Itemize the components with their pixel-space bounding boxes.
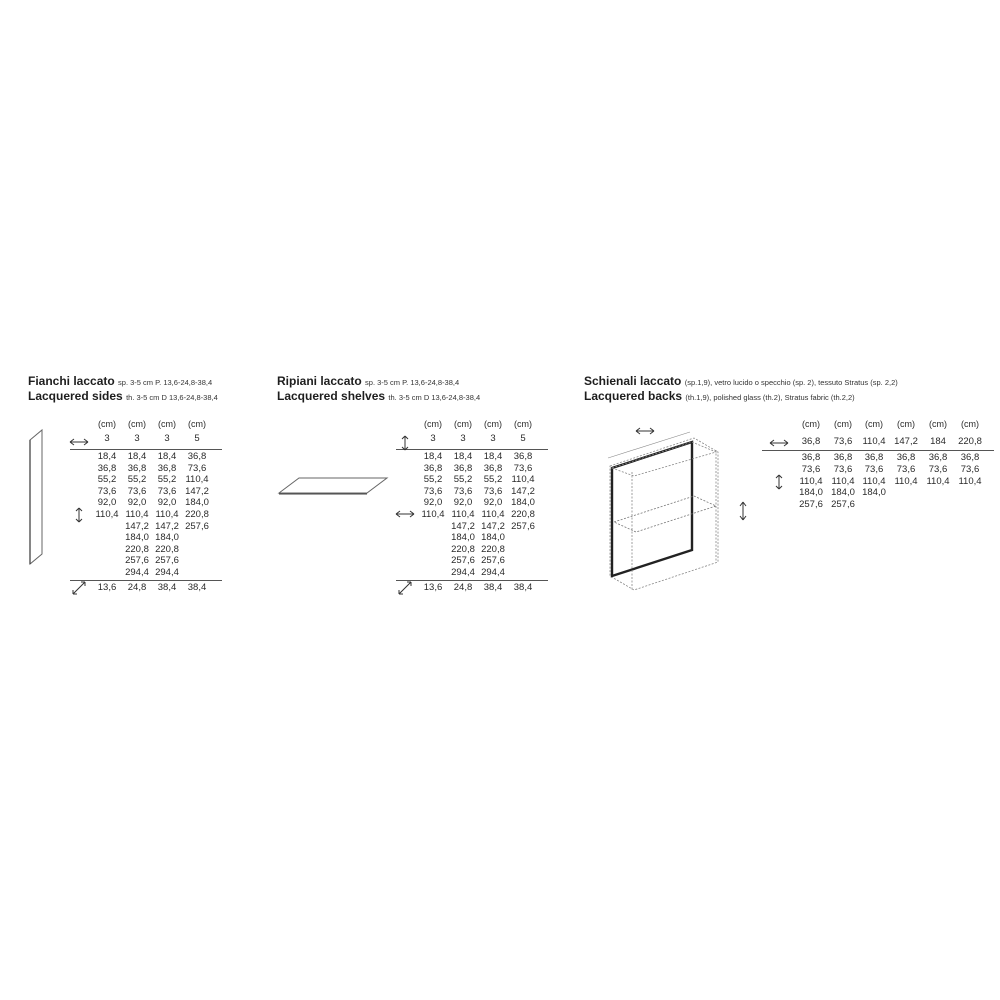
table-cell: 73,6 — [513, 462, 533, 474]
depth-value: 13,6 — [97, 581, 117, 593]
table-cell: 73,6 — [157, 485, 177, 497]
table-cell: 92,0 — [453, 497, 473, 509]
table-cell: 257,6 — [799, 499, 823, 511]
table-divider — [70, 580, 222, 581]
title-it-note: sp. 3-5 cm P. 13,6-24,8-38,4 — [365, 378, 460, 387]
table-cell: 220,8 — [185, 509, 209, 520]
table-cell: 257,6 — [511, 520, 535, 532]
table-cell: 36,8 — [483, 462, 503, 474]
table-cell: 73,6 — [187, 462, 207, 474]
table-cell: 294,4 — [155, 567, 179, 578]
table-cell: 73,6 — [928, 463, 948, 475]
table-cell: 18,4 — [157, 451, 177, 462]
table-cell: 36,8 — [423, 462, 443, 474]
unit-header: (cm) — [188, 419, 206, 429]
unit-header: (cm) — [929, 419, 947, 429]
table-cell: 92,0 — [423, 497, 443, 509]
thickness-header: 3 — [430, 433, 436, 444]
table-cell: 147,2 — [451, 520, 475, 532]
table-cell: 36,8 — [157, 462, 177, 474]
unit-header: (cm) — [865, 419, 883, 429]
table-cell: 220,8 — [155, 543, 179, 555]
table-cell: 36,8 — [960, 452, 980, 463]
depth-value: 38,4 — [157, 581, 177, 593]
unit-header: (cm) — [961, 419, 979, 429]
title-en-note: th. 3-5 cm D 13,6-24,8-38,4 — [388, 393, 481, 402]
table-cell: 184,0 — [831, 487, 855, 499]
thickness-header: 3 — [164, 433, 170, 444]
table-cell: 184,0 — [451, 532, 475, 544]
vertical-arrow-icon — [68, 507, 90, 521]
table-cell: 18,4 — [127, 451, 147, 462]
table-divider — [396, 449, 548, 450]
table-divider — [762, 450, 994, 451]
table-cell: 220,8 — [451, 543, 475, 555]
table-cell: 36,8 — [453, 462, 473, 474]
table-cell: 257,6 — [451, 555, 475, 567]
section-title-it — [584, 374, 898, 390]
unit-header: (cm) — [514, 419, 532, 429]
table-divider — [396, 580, 548, 581]
table-cell: 55,2 — [157, 474, 177, 486]
table-cell: 18,4 — [483, 451, 503, 462]
table-cell: 184,0 — [185, 497, 209, 509]
table-cell: 55,2 — [97, 474, 117, 486]
table-cell: 73,6 — [960, 463, 980, 475]
table-divider — [70, 449, 222, 450]
table-cell: 18,4 — [423, 451, 443, 462]
table-cell: 36,8 — [896, 452, 916, 463]
table-cell: 36,8 — [513, 451, 533, 462]
vertical-arrow-icon — [394, 435, 416, 449]
table-cell: 110,4 — [125, 509, 149, 520]
table-cell: 92,0 — [97, 497, 117, 509]
depth-value: 38,4 — [483, 581, 503, 593]
table-cell: 73,6 — [423, 485, 443, 497]
table-cell: 147,2 — [481, 520, 505, 532]
table-cell: 73,6 — [896, 463, 916, 475]
unit-header: (cm) — [98, 419, 116, 429]
table-cell: 147,2 — [185, 485, 209, 497]
table-cell: 36,8 — [864, 452, 884, 463]
title-en-text: Lacquered backs — [584, 389, 683, 403]
table-cell: 110,4 — [926, 475, 950, 487]
thickness-header: 5 — [520, 433, 526, 444]
table-cell: 18,4 — [453, 451, 473, 462]
table-cell: 73,6 — [97, 485, 117, 497]
table-cell: 73,6 — [483, 485, 503, 497]
table-cell: 73,6 — [833, 463, 853, 475]
thickness-header: 3 — [134, 433, 140, 444]
section-title-it — [277, 374, 459, 390]
unit-header: (cm) — [454, 419, 472, 429]
width-header: 220,8 — [958, 436, 982, 447]
table-cell: 36,8 — [801, 452, 821, 463]
horizontal-arrow-icon — [68, 435, 90, 449]
table-cell: 257,6 — [125, 555, 149, 567]
width-header: 184 — [930, 436, 946, 447]
table-cell: 294,4 — [481, 567, 505, 578]
table-cell: 220,8 — [481, 543, 505, 555]
thickness-header: 5 — [194, 433, 200, 444]
table-cell: 147,2 — [125, 520, 149, 532]
table-cell: 294,4 — [125, 567, 149, 578]
table-cell: 110,4 — [451, 509, 475, 520]
table-cell: 110,4 — [185, 474, 209, 486]
section-title-it — [28, 374, 212, 390]
title-it-note: (sp.1,9), vetro lucido o specchio (sp. 2), tessuto Stratus (sp. 2,2) — [684, 378, 898, 387]
table-cell: 73,6 — [864, 463, 884, 475]
back-panel-illustration — [606, 426, 724, 598]
table-cell: 36,8 — [97, 462, 117, 474]
table-cell: 36,8 — [833, 452, 853, 463]
table-cell: 73,6 — [127, 485, 147, 497]
depth-value: 38,4 — [513, 581, 533, 593]
title-it-note: sp. 3-5 cm P. 13,6-24,8-38,4 — [118, 378, 213, 387]
unit-header: (cm) — [128, 419, 146, 429]
width-header: 110,4 — [862, 436, 886, 447]
horizontal-arrow-icon — [768, 436, 790, 450]
thickness-header: 3 — [490, 433, 496, 444]
table-cell: 110,4 — [894, 475, 918, 487]
diagonal-arrow-icon — [394, 580, 416, 594]
unit-header: (cm) — [424, 419, 442, 429]
table-cell: 110,4 — [511, 474, 535, 486]
table-cell: 92,0 — [157, 497, 177, 509]
table-cell: 110,4 — [862, 475, 886, 487]
table-cell: 184,0 — [125, 532, 149, 544]
table-cell: 110,4 — [421, 509, 445, 520]
table-cell: 257,6 — [155, 555, 179, 567]
depth-value: 38,4 — [187, 581, 207, 593]
table-cell: 184,0 — [511, 497, 535, 509]
unit-header: (cm) — [484, 419, 502, 429]
table-cell: 220,8 — [511, 509, 535, 520]
side-panel-illustration — [28, 428, 48, 568]
diagonal-arrow-icon — [68, 580, 90, 594]
table-cell: 55,2 — [127, 474, 147, 486]
vertical-arrow-icon — [768, 474, 790, 488]
section-title-en — [28, 389, 218, 405]
backs-dimension-table — [762, 418, 994, 528]
table-cell: 55,2 — [453, 474, 473, 486]
thickness-header: 3 — [460, 433, 466, 444]
table-cell: 110,4 — [831, 475, 855, 487]
horizontal-arrow-icon — [634, 424, 656, 438]
table-cell: 184,0 — [155, 532, 179, 544]
title-it-text: Schienali laccato — [584, 374, 682, 388]
table-cell: 92,0 — [127, 497, 147, 509]
table-cell: 147,2 — [155, 520, 179, 532]
table-cell: 294,4 — [451, 567, 475, 578]
horizontal-arrow-icon — [394, 507, 416, 521]
sides-dimension-table — [70, 418, 250, 623]
table-cell: 55,2 — [423, 474, 443, 486]
table-cell: 184,0 — [481, 532, 505, 544]
width-header: 147,2 — [894, 436, 918, 447]
table-cell: 147,2 — [511, 485, 535, 497]
table-cell: 36,8 — [127, 462, 147, 474]
table-cell: 110,4 — [481, 509, 505, 520]
table-cell: 110,4 — [958, 475, 982, 487]
table-cell: 92,0 — [483, 497, 503, 509]
table-cell: 184,0 — [799, 487, 823, 499]
section-title-en — [277, 389, 480, 405]
unit-header: (cm) — [897, 419, 915, 429]
width-header: 36,8 — [801, 436, 821, 447]
table-cell: 220,8 — [125, 543, 149, 555]
table-cell: 184,0 — [862, 487, 886, 499]
vertical-arrow-icon — [736, 500, 750, 522]
unit-header: (cm) — [158, 419, 176, 429]
thickness-header: 3 — [104, 433, 110, 444]
table-cell: 110,4 — [155, 509, 179, 520]
table-cell: 36,8 — [928, 452, 948, 463]
shelves-dimension-table — [396, 418, 571, 623]
title-it-text: Ripiani laccato — [277, 374, 362, 388]
table-cell: 18,4 — [97, 451, 117, 462]
title-en-note: (th.1,9), polished glass (th.2), Stratus fabric (th.2,2) — [685, 393, 855, 402]
shelf-illustration — [277, 474, 389, 498]
title-en-text: Lacquered sides — [28, 389, 123, 403]
depth-value: 24,8 — [127, 581, 147, 593]
table-cell: 110,4 — [95, 509, 119, 520]
title-it-text: Fianchi laccato — [28, 374, 115, 388]
title-en-note: th. 3-5 cm D 13,6-24,8-38,4 — [126, 393, 218, 402]
table-cell: 110,4 — [799, 475, 823, 487]
table-cell: 36,8 — [187, 451, 207, 462]
depth-value: 24,8 — [453, 581, 473, 593]
table-cell: 257,6 — [185, 520, 209, 532]
table-cell: 257,6 — [831, 499, 855, 511]
table-cell: 73,6 — [801, 463, 821, 475]
table-cell: 55,2 — [483, 474, 503, 486]
title-en-text: Lacquered shelves — [277, 389, 386, 403]
depth-value: 13,6 — [423, 581, 443, 593]
width-header: 73,6 — [833, 436, 853, 447]
table-cell: 73,6 — [453, 485, 473, 497]
unit-header: (cm) — [834, 419, 852, 429]
section-title-en — [584, 389, 855, 405]
table-cell: 257,6 — [481, 555, 505, 567]
unit-header: (cm) — [802, 419, 820, 429]
